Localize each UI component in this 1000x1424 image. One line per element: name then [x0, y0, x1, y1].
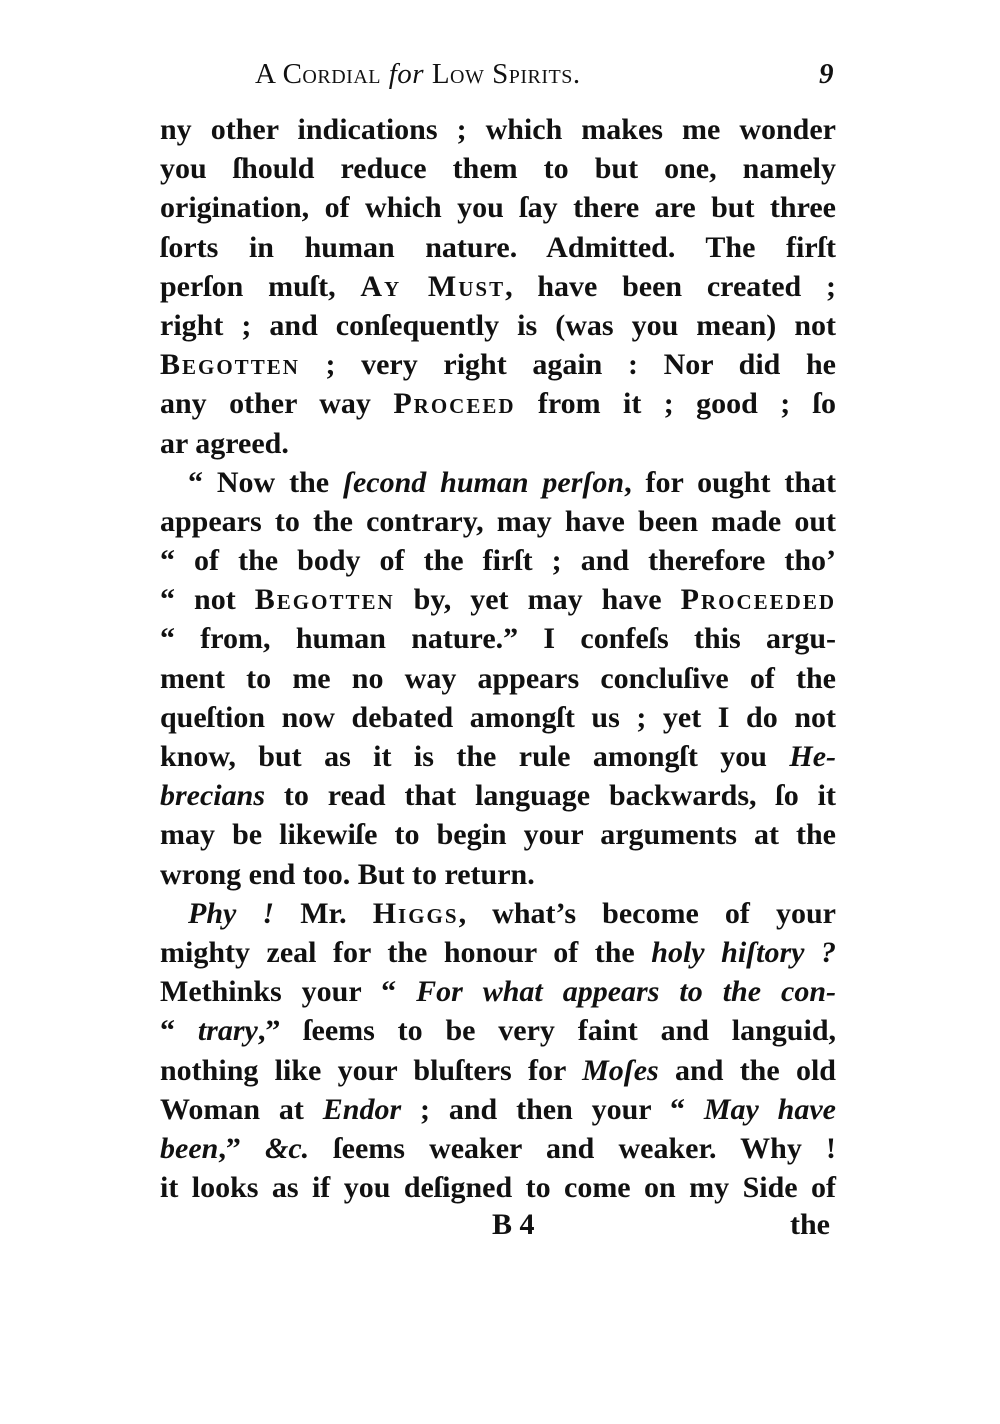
text-span: to read that language backwards, ſo it	[265, 779, 836, 813]
small-caps-text: Ay Must	[360, 269, 506, 303]
text-span: it looks as if you deſigned to come on my Side of	[160, 1171, 836, 1205]
text-line	[160, 776, 836, 815]
small-caps-text: Begotten	[160, 348, 300, 382]
small-caps-text: Proceed	[393, 387, 516, 421]
text-line	[160, 619, 836, 658]
text-span: Methinks your “	[160, 975, 417, 1009]
text-line	[160, 815, 836, 854]
small-caps-text: Begotten	[254, 583, 395, 617]
text-line	[160, 1051, 836, 1090]
running-title-for: for	[388, 58, 425, 90]
text-line	[160, 580, 836, 619]
text-line	[160, 1168, 836, 1207]
text-span: “ Now the	[188, 465, 343, 499]
running-title	[255, 58, 581, 91]
text-line	[160, 1129, 836, 1168]
text-line	[160, 345, 836, 384]
text-line	[160, 110, 836, 149]
text-span: perſon muſt,	[160, 269, 361, 303]
text-line	[160, 463, 836, 502]
text-span: origination, of which you ſay there are but three	[160, 191, 836, 225]
text-span: and the old	[658, 1053, 836, 1087]
italic-text: For what appears to the con-	[416, 975, 836, 1009]
text-span: ment to me no way appears concluſive of the	[160, 661, 836, 695]
small-caps-text: Proceeded	[680, 583, 836, 617]
text-line	[160, 972, 836, 1011]
text-span: right ; and conſequently is (was you mean) not	[160, 308, 836, 342]
small-caps-text: Higgs	[372, 896, 459, 930]
page-number: 9	[819, 58, 834, 90]
text-line	[160, 188, 836, 227]
running-head	[160, 58, 836, 98]
signature-line	[160, 1208, 836, 1248]
running-title-post: Low Spirits.	[424, 58, 581, 90]
italic-text: holy hiſtory ?	[651, 935, 837, 969]
text-span: any other way	[160, 387, 394, 421]
text-line	[160, 933, 836, 972]
running-title-pre: A Cordial	[255, 58, 389, 90]
text-line	[160, 1011, 836, 1050]
italic-text: been	[160, 1131, 219, 1165]
text-line	[160, 306, 836, 345]
text-span: appears to the contrary, may have been made out	[160, 504, 836, 538]
text-span: , for ought that	[624, 465, 836, 499]
text-span: “ not	[160, 583, 255, 617]
italic-text: He-	[789, 740, 836, 773]
text-span: ,”	[218, 1131, 265, 1165]
text-line	[160, 384, 836, 423]
text-line	[160, 149, 836, 188]
text-span: know, but as it is the rule amongſt you	[160, 740, 790, 773]
italic-text: Endor	[322, 1092, 402, 1126]
text-span: “	[160, 1014, 198, 1048]
text-line	[160, 228, 836, 267]
text-line	[160, 659, 836, 698]
text-line	[160, 541, 836, 580]
text-line	[160, 1090, 836, 1129]
text-span: ſeems weaker and weaker. Why !	[309, 1131, 836, 1165]
body-text	[160, 110, 836, 1207]
text-line	[160, 855, 836, 894]
text-line	[160, 502, 836, 541]
text-span: “ from, human nature.” I confeſs this argu-	[160, 622, 836, 656]
text-span: Mr.	[274, 896, 373, 930]
italic-text: trary	[197, 1014, 258, 1048]
text-span: ar agreed.	[160, 426, 289, 460]
text-span: ſorts in human nature. Admitted. The firſt	[160, 230, 836, 264]
text-span: ny other indications ; which makes me wonder	[160, 113, 836, 146]
text-span: from it ; good ; ſo	[515, 387, 836, 421]
text-span: ; very right again : Nor did he	[299, 348, 836, 382]
text-line	[160, 894, 836, 933]
catchword: the	[790, 1208, 830, 1241]
text-span: nothing like your bluſters for	[160, 1053, 583, 1087]
text-line	[160, 698, 836, 737]
text-span: “ of the body of the firſt ; and therefore tho’	[160, 544, 836, 578]
printer-signature: B 4	[492, 1208, 535, 1241]
text-span: , what’s become of your	[458, 896, 836, 930]
text-span: ,” ſeems to be very faint and languid,	[257, 1014, 836, 1048]
italic-text: May have	[703, 1092, 837, 1126]
italic-text: &c.	[264, 1131, 310, 1165]
text-line	[160, 737, 836, 776]
text-span: queſtion now debated amongſt us ; yet I do not	[160, 700, 836, 734]
italic-text: ſecond human perſon	[342, 465, 625, 499]
text-span: , have been created ;	[505, 269, 836, 303]
text-span: by, yet may have	[394, 583, 681, 617]
italic-text: brecians	[160, 779, 265, 813]
italic-text: Phy !	[188, 896, 275, 930]
text-span: may be likewiſe to begin your arguments at the	[160, 818, 836, 852]
text-span: you ſhould reduce them to but one, namely	[160, 152, 836, 186]
text-line	[160, 267, 836, 306]
text-line	[160, 424, 836, 463]
text-span: mighty zeal for the honour of the	[160, 935, 652, 969]
text-span: Woman at	[160, 1092, 323, 1126]
italic-text: Moſes	[582, 1053, 659, 1087]
text-span: wrong end too. But to return.	[160, 857, 535, 891]
text-span: ; and then your “	[401, 1092, 704, 1126]
